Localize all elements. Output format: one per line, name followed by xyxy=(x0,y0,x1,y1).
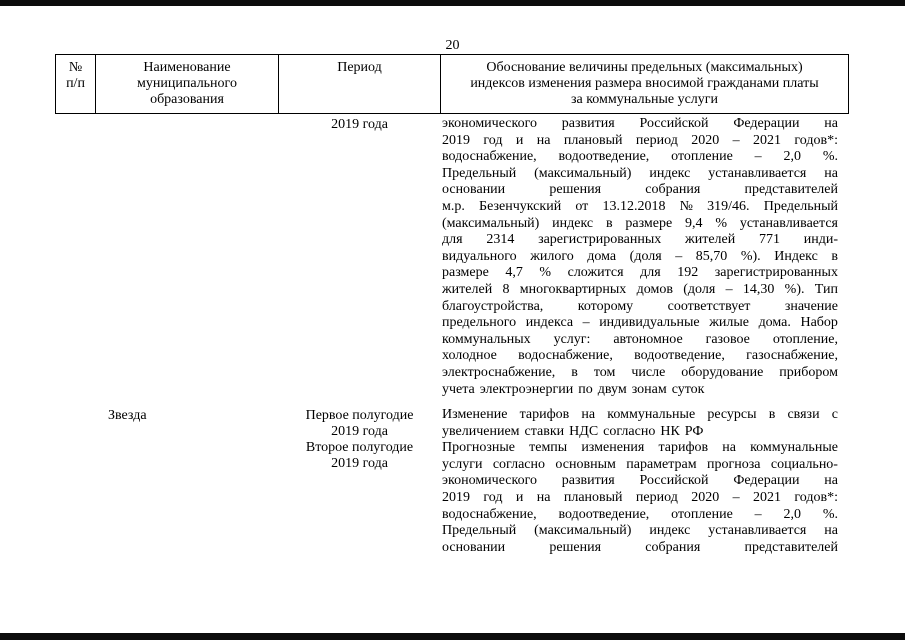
text-line: основании решения собрания представителей xyxy=(442,539,838,555)
text-line: учета электроэнергии по двум зонам суток xyxy=(442,381,705,397)
text-line: размере 4,7 % сложится для 192 зарегистрированных xyxy=(442,265,838,281)
text-line: экономического развития Российской Федерации на xyxy=(442,473,838,489)
row2-period: Первое полугодие 2019 года Второе полугодие 2019 года xyxy=(305,408,414,471)
header-number: № п/п xyxy=(66,60,85,91)
scan-top-border xyxy=(0,0,905,6)
row2-municipality: Звезда xyxy=(108,408,147,423)
text-line: Прогнозные темпы изменения тарифов на коммунальные xyxy=(442,440,838,456)
text-line: Предельный (максимальный) индекс устанавливается на xyxy=(442,165,838,181)
row1-justification xyxy=(442,116,838,398)
header-municipality: Наименование муниципального образования xyxy=(137,60,237,107)
table-top-border xyxy=(55,54,849,55)
text-line: экономического развития Российской Федерации на xyxy=(442,116,838,131)
header-bottom-border xyxy=(55,113,849,114)
text-line: Изменение тарифов на коммунальные ресурсы в связи с xyxy=(442,407,838,422)
text-line: м.р. Безенчукский от 13.12.2018 № 319/46. Предельный xyxy=(442,198,838,214)
text-line: холодное водоснабжение, водоотведение, газоснабжение, xyxy=(442,348,838,364)
text-line: увеличением ставки НДС согласно НК РФ xyxy=(442,423,704,439)
text-line: коммунальных услуг: автономное газовое отопление, xyxy=(442,331,838,347)
row1-period: 2019 года xyxy=(331,117,388,132)
text-line: водоснабжение, водоотведение, отопление – 2,0 %. xyxy=(442,149,838,165)
text-line: основании решения собрания представителей xyxy=(442,182,838,198)
header-justification: Обоснование величины предельных (максимальных) индексов изменения размера вносимой гражданами платы за коммунальные услуги xyxy=(470,60,819,107)
text-line: жителей 8 многоквартирных домов (доля – 14,30 %). Тип xyxy=(442,281,838,297)
text-line: водоснабжение, водоотведение, отопление – 2,0 %. xyxy=(442,506,838,522)
text-line: 2019 год и на плановый период 2020 – 2021 годов*: xyxy=(442,489,838,505)
header-period: Период xyxy=(337,60,382,75)
text-line: благоустройства, которому соответствует значение xyxy=(442,298,838,314)
scan-bottom-border xyxy=(0,633,905,640)
text-line: (максимальный) индекс в размере 9,4 % устанавливается xyxy=(442,215,838,231)
text-line: Предельный (максимальный) индекс устанавливается на xyxy=(442,523,838,539)
text-line: предельного индекса – индивидуальные жилые дома. Набор xyxy=(442,315,838,331)
text-line: услуги согласно основным параметрам прогноза социально- xyxy=(442,456,838,472)
text-line: видуального жилого дома (доля – 85,70 %). Индекс в xyxy=(442,248,838,264)
text-line: электроснабжение, в том числе оборудование прибором xyxy=(442,364,838,380)
page-number: 20 xyxy=(445,38,460,53)
row2-justification xyxy=(442,407,838,556)
table-right-border xyxy=(848,54,849,114)
text-line: 2019 год и на плановый период 2020 – 2021 годов*: xyxy=(442,132,838,148)
text-line: для 2314 зарегистрированных жителей 771 инди- xyxy=(442,232,838,248)
